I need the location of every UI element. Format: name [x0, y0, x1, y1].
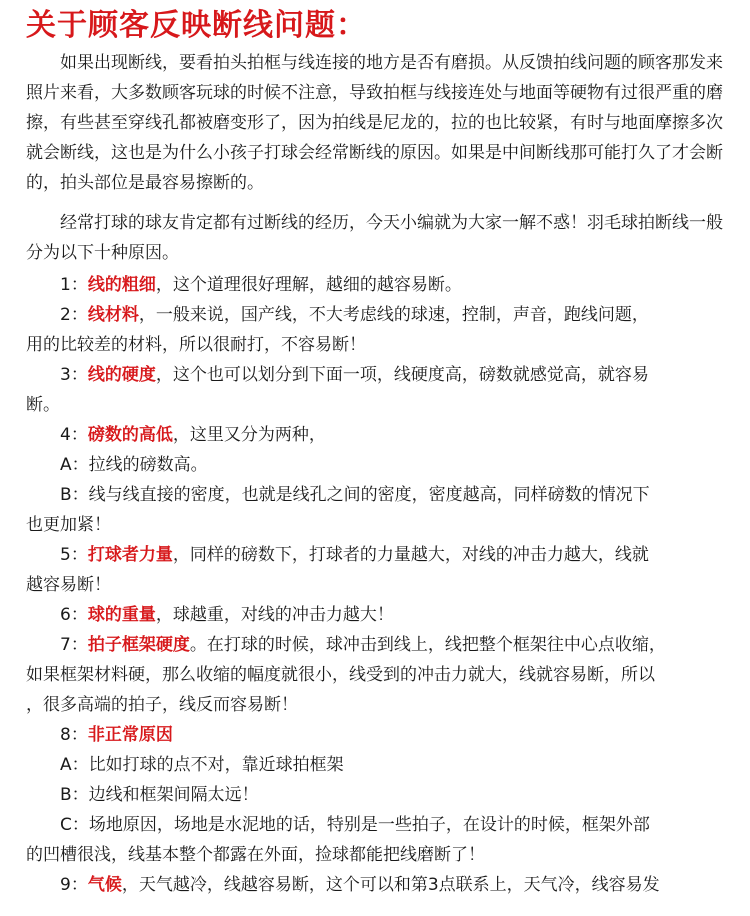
- reason-2-continuation: 用的比较差的材料，所以很耐打，不容易断！: [26, 335, 366, 355]
- reason-7-continuation-2: ，很多高端的拍子，线反而容易断！: [26, 695, 298, 715]
- reason-text: ，同样的磅数下，打球者的力量越大，对线的冲击力越大，线就: [172, 545, 649, 565]
- reason-keyword: 非正常原因: [87, 725, 173, 745]
- reason-number: 7：: [60, 635, 88, 655]
- reason-keyword: 线材料: [87, 305, 139, 325]
- reason-number: 9：: [60, 875, 88, 895]
- reason-list: [26, 270, 726, 900]
- reason-number: 4：: [60, 425, 88, 445]
- reason-number: 1：: [60, 275, 88, 295]
- reason-8-sub-c-continuation: 的凹槽很浅，线基本整个都露在外面，捡球都能把线磨断了！: [26, 845, 485, 865]
- reason-8-sub-a: A：比如打球的点不对，靠近球拍框架: [60, 755, 344, 775]
- reason-5: [26, 540, 726, 570]
- reason-7: [26, 630, 726, 660]
- reason-8-sub-b: B：边线和框架间隔太远！: [60, 785, 259, 805]
- reason-5-continuation: 越容易断！: [26, 575, 111, 595]
- reason-text: ，这里又分为两种，: [172, 425, 326, 445]
- reason-4-sub-b-continuation: 也更加紧！: [26, 515, 111, 535]
- reason-number: 2：: [60, 305, 88, 325]
- page-title: 关于顾客反映断线问题：: [26, 8, 367, 43]
- intro-paragraph: 如果出现断线，要看拍头拍框与线连接的地方是否有磨损。从反馈拍线问题的顾客那发来照片来看，大多数顾客玩球的时候不注意，导致拍框与线接连处与地面等硬物有过很严重的磨擦，有些甚至穿线孔都被磨变形了，因为拍线是尼龙的，拉的也比较紧，有时与地面摩擦多次就会断线，这也是为什么小孩子打球会经常断线的原因。如果是中间断线那可能打久了才会断的，拍头部位是最容易擦断的。: [26, 53, 723, 193]
- reason-number: 6：: [60, 605, 88, 625]
- reason-8: [26, 720, 726, 750]
- reason-keyword: 打球者力量: [87, 545, 173, 565]
- reason-6: [26, 600, 726, 630]
- reason-text: ，这个也可以划分到下面一项，线硬度高，磅数就感觉高，就容易: [155, 365, 649, 385]
- reason-8-sub-c: C：场地原因，场地是水泥地的话，特别是一些拍子，在设计的时候，框架外部: [60, 815, 650, 835]
- reason-4-sub-b: B：线与线直接的密度，也就是线孔之间的密度，密度越高，同样磅数的情况下: [60, 485, 650, 505]
- reason-keyword: 线的粗细: [87, 275, 156, 295]
- reason-1: [26, 270, 726, 300]
- reason-text: ，天气越冷，线越容易断，这个可以和第3点联系上，天气冷，线容易发: [121, 875, 660, 895]
- reason-keyword: 拍子框架硬度: [87, 635, 190, 655]
- reason-text: ，一般来说，国产线，不大考虑线的球速，控制，声音，跑线问题，: [138, 305, 649, 325]
- reason-number: 8：: [60, 725, 88, 745]
- reason-keyword: 气候: [87, 875, 122, 895]
- reason-7-continuation: 如果框架材料硬，那么收缩的幅度就很小，线受到的冲击力就大，线就容易断，所以: [26, 665, 655, 685]
- reason-number: 5：: [60, 545, 88, 565]
- reason-text: 。在打球的时候，球冲击到线上，线把整个框架往中心点收缩，: [189, 635, 666, 655]
- lead-paragraph: 经常打球的球友肯定都有过断线的经历，今天小编就为大家一解不惑！羽毛球拍断线一般分为以下十种原因。: [26, 213, 723, 263]
- reason-keyword: 球的重量: [87, 605, 156, 625]
- reason-9: [26, 870, 726, 900]
- reason-4-sub-a: A：拉线的磅数高。: [60, 455, 208, 475]
- reason-text: ，这个道理很好理解，越细的越容易断。: [155, 275, 462, 295]
- reason-keyword: 磅数的高低: [87, 425, 173, 445]
- reason-text: ，球越重，对线的冲击力越大！: [155, 605, 394, 625]
- reason-number: 3：: [60, 365, 88, 385]
- reason-4: [26, 420, 726, 450]
- reason-2: [26, 300, 726, 330]
- reason-3: [26, 360, 726, 390]
- reason-3-continuation: 断。: [26, 395, 60, 415]
- reason-keyword: 线的硬度: [87, 365, 156, 385]
